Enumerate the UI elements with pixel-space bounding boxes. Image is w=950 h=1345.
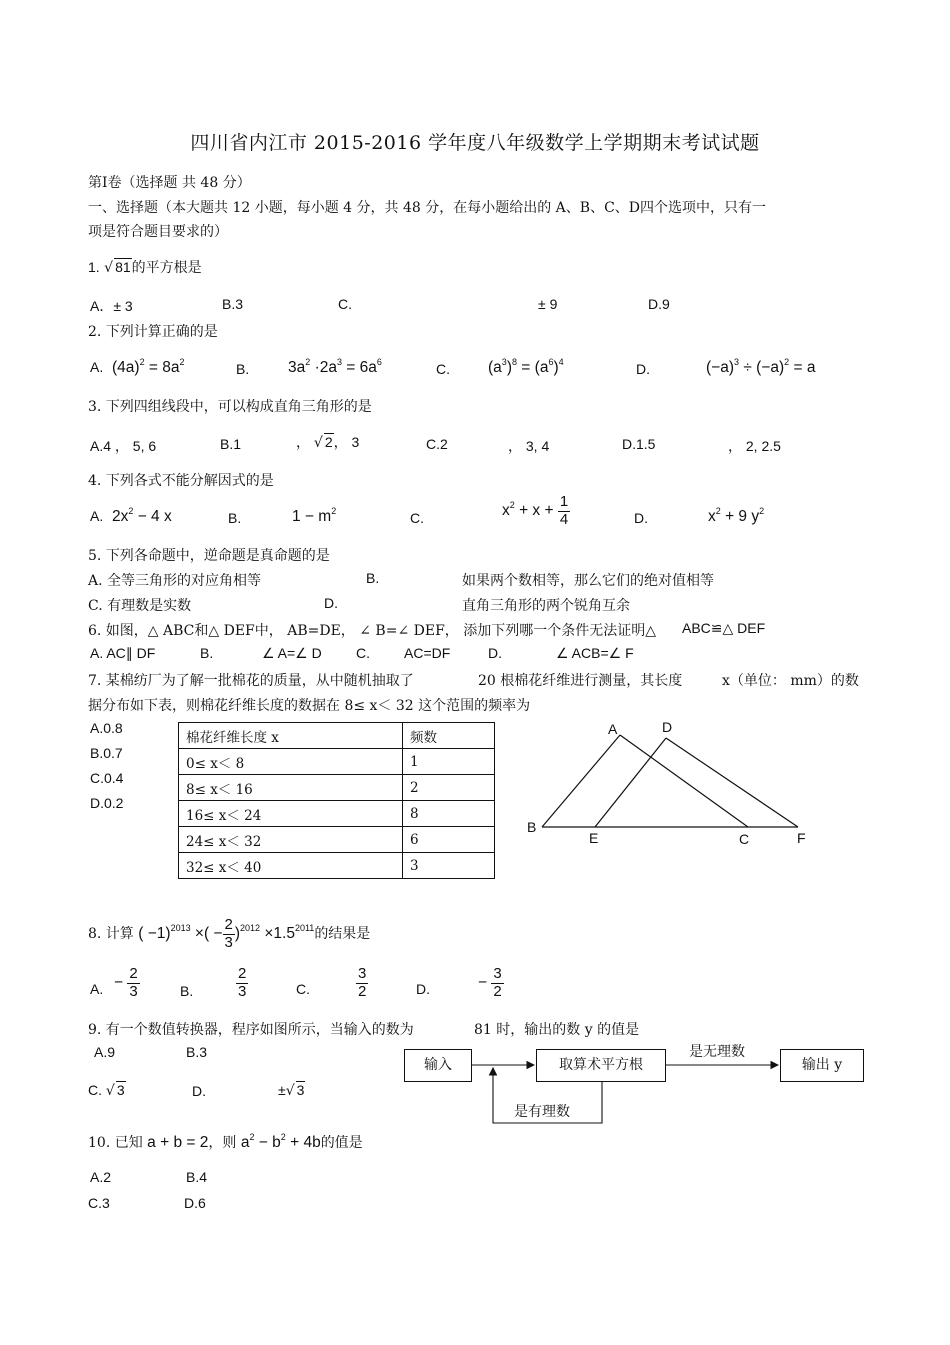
- q3-option-d: D.1.5: [622, 436, 656, 452]
- question-6: 6. 如图，△ ABC和△ DEF中， AB=DE， ∠ B=∠ DEF， 添加下列哪一个条件无法证明△: [88, 623, 656, 639]
- q8-option-c-value: $\frac{3}{2}$: [358, 965, 367, 1000]
- question-7-line-1b: 20 根棉花纤维进行测量，其长度: [478, 673, 683, 689]
- q9-option-a: A.9: [94, 1044, 116, 1060]
- page-title: 四川省内江市 2015-2016 学年度八年级数学上学期期末考试试题: [190, 132, 760, 154]
- q6-option-a: A. AC∥ DF: [90, 645, 156, 661]
- q6-option-d-text: ∠ ACB=∠ F: [556, 645, 634, 661]
- q5-option-d-text: 直角三角形的两个锐角互余: [462, 598, 630, 614]
- table-row: 32≤ x＜ 40 3: [179, 853, 495, 879]
- q10-option-d: D.6: [184, 1195, 206, 1211]
- flow-rational-label: 是有理数: [514, 1104, 570, 1120]
- q7-option-d: D.0.2: [90, 795, 124, 811]
- q3-option-b: B.1: [220, 436, 242, 452]
- question-1: 1. √ 81的平方根是: [88, 259, 202, 276]
- q4-option-a-expr: $2x^2 - 4$ x: [112, 506, 172, 525]
- q6-option-d-label: D.: [488, 645, 502, 661]
- table-header-frequency: 频数: [403, 723, 495, 749]
- q8-option-a-label: A.: [90, 981, 104, 997]
- q1-option-b: B.3: [222, 296, 244, 312]
- q4-option-c-expr: $x^2 + x$ + $\frac{1}{4}$: [502, 493, 569, 528]
- q7-option-b: B.0.7: [90, 745, 123, 761]
- q2-option-c-label: C.: [436, 361, 450, 377]
- q2-option-c-expr: $(a^3)^8 = (a^6)^4$: [488, 357, 564, 376]
- flow-output-box: 输出 y: [780, 1049, 864, 1082]
- q6-option-c-text: AC=DF: [404, 645, 451, 661]
- q10-condition: a + b = 2: [147, 1134, 209, 1151]
- q2-option-b-label: B.: [236, 361, 250, 377]
- flow-process-box: 取算术平方根: [536, 1049, 666, 1082]
- q9-option-b: B.3: [186, 1044, 208, 1060]
- frequency-table: [178, 722, 495, 879]
- label-f: F: [797, 830, 806, 846]
- q7-option-c: C.0.4: [90, 770, 124, 786]
- table-header-length: 棉花纤维长度 x: [179, 723, 403, 749]
- radicand: 81: [115, 259, 131, 275]
- q8-option-c-label: C.: [296, 981, 310, 997]
- q5-option-a: A. 全等三角形的对应角相等: [88, 573, 262, 589]
- question-9-b: 81 时，输出的数 y 的值是: [474, 1022, 640, 1038]
- q10-option-c: C.3: [88, 1195, 110, 1211]
- q6-option-b-text: ∠ A=∠ D: [262, 645, 322, 661]
- table-row: 16≤ x＜ 24 8: [179, 801, 495, 827]
- q5-option-b-text: 如果两个数相等，那么它们的绝对值相等: [462, 573, 714, 589]
- q4-option-b-expr: $1 - m^2$: [292, 506, 337, 525]
- question-7-line-1c: x（单位： mm）的数: [722, 673, 859, 689]
- q7-option-a: A.0.8: [90, 720, 123, 736]
- question-3: 3. 下列四组线段中，可以构成直角三角形的是: [88, 399, 372, 415]
- table-row: 0≤ x＜ 8 1: [179, 749, 495, 775]
- q3-option-c: C.2: [426, 436, 448, 452]
- q8-option-b-label: B.: [180, 983, 194, 999]
- q5-option-b-label: B.: [366, 570, 380, 586]
- label-b: B: [527, 819, 537, 835]
- q4-option-a-label: A.: [90, 508, 104, 524]
- q5-option-d-label: D.: [324, 595, 338, 611]
- label-e: E: [589, 830, 599, 846]
- flow-input-box: 输入: [404, 1049, 472, 1082]
- q1-option-a: A．± 3: [90, 298, 133, 314]
- q3-option-b-rad: ， √ 2， 3: [296, 434, 360, 451]
- question-6-tail: ABC≌△ DEF: [682, 620, 766, 636]
- q9-option-d-label: D.: [192, 1083, 206, 1099]
- instruction-line-2: 项是符合题目要求的）: [88, 224, 228, 240]
- question-7-line-1a: 7. 某棉纺厂为了解一批棉花的质量，从中随机抽取了: [88, 673, 414, 689]
- table-row: 8≤ x＜ 16 2: [179, 775, 495, 801]
- q3-option-d-tail: ， 2, 2.5: [728, 438, 781, 454]
- q6-option-b-label: B.: [200, 645, 214, 661]
- q8-option-d-label: D.: [416, 981, 430, 997]
- section-header: 第Ⅰ卷（选择题 共 48 分）: [88, 175, 251, 191]
- label-c: C: [739, 831, 750, 847]
- q4-option-c-label: C.: [410, 510, 424, 526]
- q2-option-d-expr: $(-a)^3 \div (-a)^2 = a$: [706, 357, 816, 376]
- q2-option-d-label: D.: [636, 361, 650, 377]
- instruction-line-1: 一、选择题（本大题共 12 小题，每小题 4 分，共 48 分，在每小题给出的 A、B、C、D四个选项中，只有一: [88, 200, 767, 216]
- question-2: 2. 下列计算正确的是: [88, 324, 218, 340]
- question-5: 5. 下列各命题中，逆命题是真命题的是: [88, 548, 330, 564]
- q9-option-c: C. √ 3: [88, 1082, 125, 1099]
- triangle-figure: [520, 712, 820, 852]
- q10-option-b: B.4: [186, 1169, 208, 1185]
- question-7-line-2: 据分布如下表，则棉花纤维长度的数据在 8≤ x＜ 32 这个范围的频率为: [88, 698, 531, 714]
- q2-option-a-label: A.: [90, 359, 104, 375]
- q1-option-c-value: ± 9: [538, 296, 558, 312]
- flow-arrows: [470, 1060, 790, 1130]
- line-ab: [542, 735, 620, 827]
- q4-option-d-expr: $x^2 + 9$ $y^2$: [708, 506, 765, 525]
- q3-option-a: A.4 ， 5, 6: [90, 438, 157, 454]
- question-9-a: 9. 有一个数值转换器，程序如图所示，当输入的数为: [88, 1022, 414, 1038]
- q1-option-d: D.9: [648, 296, 670, 312]
- label-d: D: [662, 719, 673, 735]
- q5-option-c: C. 有理数是实数: [88, 598, 192, 614]
- q10-option-a: A.2: [90, 1169, 112, 1185]
- table-row: 24≤ x＜ 32 6: [179, 827, 495, 853]
- q8-option-b-value: $\frac{2}{3}$: [238, 965, 247, 1000]
- question-4: 4. 下列各式不能分解因式的是: [88, 473, 274, 489]
- q4-option-b-label: B.: [228, 510, 242, 526]
- question-10: 10. 已知 a + b = 2，则 $a^2 - b^2 + 4b$的值是: [88, 1132, 363, 1151]
- q1-option-c: C.: [338, 296, 352, 312]
- q9-option-d-value: ±√ 3: [278, 1082, 305, 1099]
- flow-irrational-label: 是无理数: [689, 1044, 745, 1060]
- q8-option-d-value: − $\frac{3}{2}$: [478, 965, 502, 1000]
- label-a: A: [608, 721, 618, 737]
- question-8: 8. 计算 ( −1)$^{2013}$ ×( − $\frac{2}{3}$ )$^{2012} \times 1.5^{2011}$的结果是: [88, 916, 371, 951]
- q2-option-a-expr: $(4a)^2 = 8a^2$: [112, 357, 185, 376]
- q4-option-d-label: D.: [634, 510, 648, 526]
- q8-option-a-value: − $\frac{2}{3}$: [114, 965, 138, 1000]
- q2-option-b-expr: $3a^2 \cdot 2a^3 = 6a^6$: [288, 357, 382, 376]
- table-header-row: [179, 723, 495, 749]
- q3-option-c-tail: ， 3, 4: [508, 438, 550, 454]
- arrow-feedback-loop: [493, 1068, 602, 1123]
- q6-option-c-label: C.: [356, 645, 370, 661]
